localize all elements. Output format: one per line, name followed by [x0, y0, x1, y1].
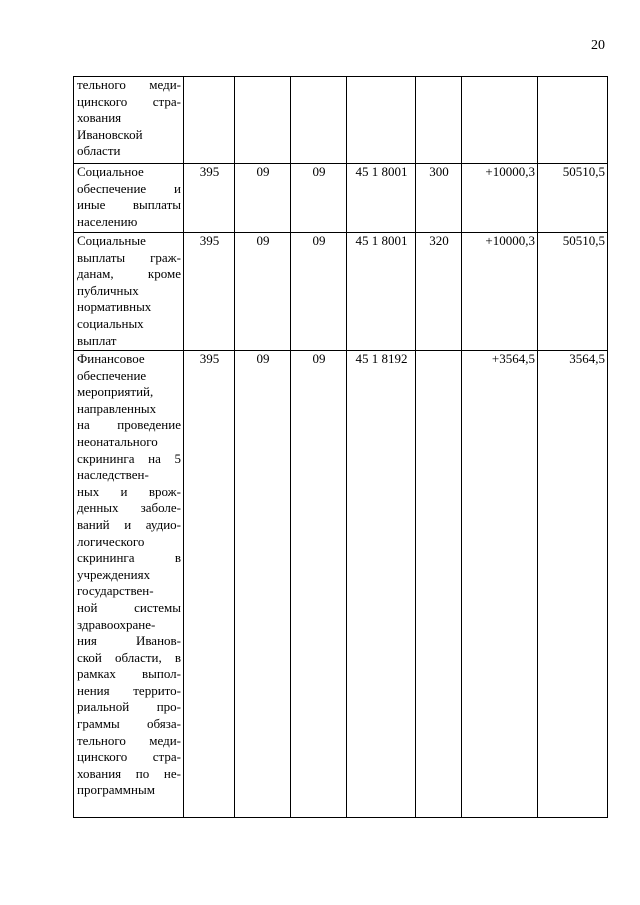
row-name-line: населению	[77, 213, 138, 229]
row-name-line: скрининга в	[77, 550, 181, 566]
row-name-line: выплаты граж-	[77, 249, 181, 265]
target-article-cell: 45 1 8001	[347, 233, 416, 351]
total-amount-cell	[538, 77, 608, 164]
total-amount-cell: 50510,5	[538, 164, 608, 233]
row-name-line: нения террито-	[77, 682, 181, 698]
row-name-line: граммы обяза-	[77, 716, 181, 732]
expense-type-cell: 320	[416, 233, 462, 351]
row-name-line: здравоохране-	[77, 616, 156, 632]
row-name-line: Финансовое	[77, 351, 145, 366]
row-name-line: ных и врож-	[77, 483, 181, 499]
section-code-cell	[235, 77, 291, 164]
row-name-line: наследствен-	[77, 467, 149, 483]
row-name-line: цинского стра-	[77, 749, 181, 765]
table-row	[74, 351, 608, 818]
row-name-line: неонатального	[77, 433, 158, 449]
page-number: 20	[591, 38, 605, 53]
row-name-line: ния Иванов-	[77, 633, 181, 649]
row-name-line: иные выплаты	[77, 197, 181, 213]
expense-type-cell	[416, 77, 462, 164]
admin-code-cell: 395	[184, 233, 235, 351]
row-name-line: ваний и аудио-	[77, 516, 181, 532]
row-name-line: социальных	[77, 315, 144, 331]
row-name-cell	[74, 351, 184, 818]
subsection-code-cell: 09	[291, 351, 347, 818]
row-name-line: ной системы	[77, 599, 181, 615]
total-amount-cell: 50510,5	[538, 233, 608, 351]
row-name-line: обеспечение и	[77, 180, 181, 196]
row-name-line: логического	[77, 533, 145, 549]
row-name-line: выплат	[77, 332, 117, 348]
table-row	[74, 164, 608, 233]
expense-type-cell	[416, 351, 462, 818]
table-row	[74, 77, 608, 164]
target-article-cell: 45 1 8001	[347, 164, 416, 233]
row-name-line: риальной про-	[77, 699, 181, 715]
row-name-line: обеспечение	[77, 367, 147, 383]
row-name-line: Социальные	[77, 233, 146, 248]
row-name-line: рамках выпол-	[77, 666, 181, 682]
expense-type-cell: 300	[416, 164, 462, 233]
admin-code-cell: 395	[184, 164, 235, 233]
row-name-line: тельного меди-	[77, 77, 181, 92]
row-name-line: денных заболе-	[77, 500, 181, 516]
row-name-line: тельного меди-	[77, 732, 181, 748]
row-name-line: скрининга на 5	[77, 450, 181, 466]
table-row	[74, 233, 608, 351]
row-name-line: хования по не-	[77, 765, 181, 781]
row-name-line: на проведение	[77, 417, 181, 433]
row-name-line: учреждениях	[77, 566, 151, 582]
row-name-line: публичных	[77, 282, 139, 298]
subsection-code-cell	[291, 77, 347, 164]
row-name-line: области	[77, 143, 121, 159]
change-amount-cell: +3564,5	[462, 351, 538, 818]
change-amount-cell: +10000,3	[462, 233, 538, 351]
budget-table	[73, 76, 608, 818]
table-body	[74, 77, 608, 818]
target-article-cell: 45 1 8192	[347, 351, 416, 818]
row-name-cell	[74, 164, 184, 233]
subsection-code-cell: 09	[291, 164, 347, 233]
row-name-line: программным	[77, 782, 155, 798]
row-name-line: направленных	[77, 400, 157, 416]
total-amount-cell: 3564,5	[538, 351, 608, 818]
row-name-line: мероприятий,	[77, 384, 154, 400]
row-name-line: нормативных	[77, 299, 152, 315]
section-code-cell: 09	[235, 233, 291, 351]
change-amount-cell: +10000,3	[462, 164, 538, 233]
row-name-line: хования	[77, 110, 122, 126]
row-name-line: Социальное	[77, 164, 144, 179]
row-name-cell	[74, 77, 184, 164]
row-name-line: цинского стра-	[77, 93, 181, 109]
row-name-line: ской области, в	[77, 649, 181, 665]
subsection-code-cell: 09	[291, 233, 347, 351]
row-name-cell	[74, 233, 184, 351]
section-code-cell: 09	[235, 351, 291, 818]
row-name-line: государствен-	[77, 583, 154, 599]
section-code-cell: 09	[235, 164, 291, 233]
admin-code-cell: 395	[184, 351, 235, 818]
admin-code-cell	[184, 77, 235, 164]
change-amount-cell	[462, 77, 538, 164]
target-article-cell	[347, 77, 416, 164]
row-name-line: данам, кроме	[77, 266, 181, 282]
row-name-line: Ивановской	[77, 126, 143, 142]
